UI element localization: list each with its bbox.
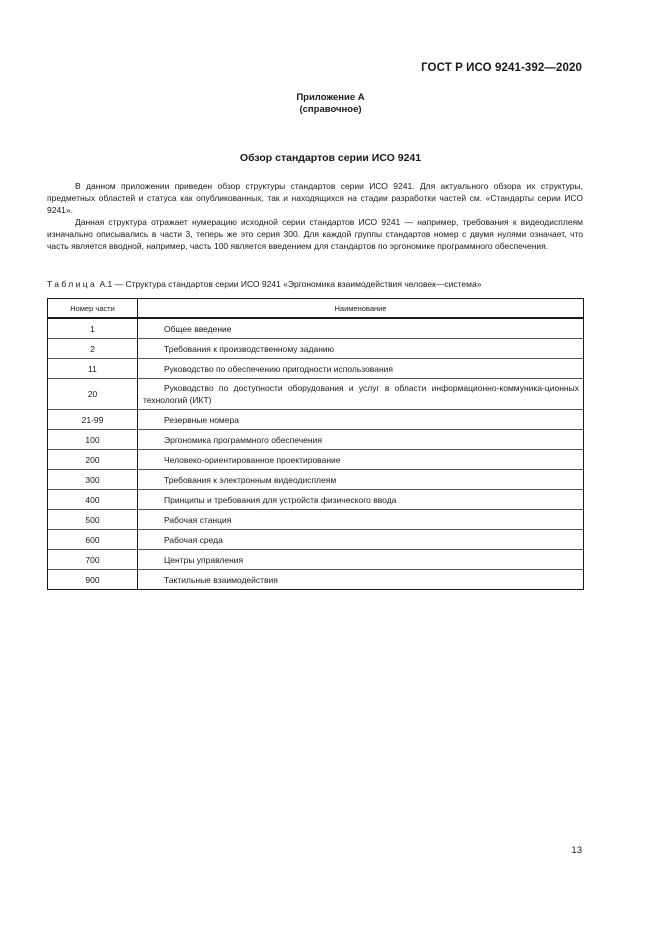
part-name-cell xyxy=(138,490,584,510)
part-name-text: Человеко-ориентированное проектирование xyxy=(164,454,341,465)
table-row xyxy=(48,410,584,430)
part-name-cell xyxy=(138,530,584,550)
table-body xyxy=(48,318,584,590)
page-number: 13 xyxy=(571,845,582,856)
table-row xyxy=(48,530,584,550)
part-name-text: Общее введение xyxy=(164,323,232,334)
table-header-row xyxy=(48,299,584,319)
body-text xyxy=(47,180,583,252)
part-name-text: Принципы и требования для устройств физического ввода xyxy=(164,494,397,505)
annex-heading xyxy=(0,92,661,116)
part-name-text: Центры управления xyxy=(164,554,244,565)
table-row xyxy=(48,339,584,359)
part-number-cell: 20 xyxy=(48,379,138,410)
part-number-cell: 900 xyxy=(48,570,138,590)
column-header-number: Номер части xyxy=(48,299,138,319)
table-row xyxy=(48,470,584,490)
part-number-cell: 500 xyxy=(48,510,138,530)
part-number-cell: 100 xyxy=(48,430,138,450)
table-caption xyxy=(47,278,583,290)
part-name-text: Эргономика программного обеспечения xyxy=(164,434,322,445)
part-number-cell: 2 xyxy=(48,339,138,359)
part-name-cell xyxy=(138,470,584,490)
part-number-cell: 1 xyxy=(48,318,138,339)
part-number-cell: 400 xyxy=(48,490,138,510)
table-caption-label: Таблица xyxy=(47,279,98,289)
table-caption-text: А.1 — Структура стандартов серии ИСО 9241 «Эргономика взаимодействия человек—система» xyxy=(97,279,482,289)
part-number-cell: 600 xyxy=(48,530,138,550)
table-row xyxy=(48,550,584,570)
table-row xyxy=(48,379,584,410)
annex-subtitle: (справочное) xyxy=(299,104,362,115)
part-name-cell xyxy=(138,430,584,450)
standard-code: ГОСТ Р ИСО 9241-392—2020 xyxy=(421,62,582,74)
part-name-cell xyxy=(138,550,584,570)
table-row xyxy=(48,430,584,450)
part-number-cell: 21-99 xyxy=(48,410,138,430)
part-name-text: Руководство по обеспечению пригодности использования xyxy=(164,363,394,374)
part-name-cell xyxy=(138,318,584,339)
part-name-cell xyxy=(138,379,584,410)
table-row xyxy=(48,570,584,590)
table-row xyxy=(48,318,584,339)
part-name-text: Требования к производственному заданию xyxy=(164,343,335,354)
part-name-text: Руководство по доступности оборудования и услуг в области информационно-коммуника-ционных технологий (ИКТ) xyxy=(143,383,579,405)
part-name-cell xyxy=(138,510,584,530)
part-number-cell: 200 xyxy=(48,450,138,470)
part-name-cell xyxy=(138,450,584,470)
part-number-cell: 700 xyxy=(48,550,138,570)
part-name-cell xyxy=(138,359,584,379)
part-name-text: Резервные номера xyxy=(164,414,239,425)
part-name-text: Тактильные взаимодействия xyxy=(164,574,278,585)
paragraph: Данная структура отражает нумерацию исходной серии стандартов ИСО 9241 — например, требования к видеодисплеям изначально описывались в части 3, теперь же это серия 300. Для каждой группы стандартов номер с двумя нулями означает, что часть является вводной, например, часть 100 является введением для стандартов по эргономике программного обеспечения. xyxy=(47,217,583,251)
part-name-text: Требования к электронным видеодисплеям xyxy=(164,474,337,485)
column-header-name: Наименование xyxy=(138,299,584,319)
part-number-cell: 11 xyxy=(48,359,138,379)
part-name-text: Рабочая станция xyxy=(164,514,232,525)
part-name-text: Рабочая среда xyxy=(164,534,223,545)
part-name-cell xyxy=(138,339,584,359)
table-row xyxy=(48,359,584,379)
part-name-cell xyxy=(138,410,584,430)
section-title: Обзор стандартов серии ИСО 9241 xyxy=(239,152,422,164)
annex-title: Приложение А xyxy=(296,92,365,103)
paragraph: В данном приложении приведен обзор структуры стандартов серии ИСО 9241. Для актуального обзора их структуры, предметных областей и статуса как опубликованных, так и находящихся на стадии разработки частей см. «Стандарты серии ИСО 9241». xyxy=(47,181,583,215)
table-row xyxy=(48,450,584,470)
part-name-cell xyxy=(138,570,584,590)
table-row xyxy=(48,510,584,530)
table-row xyxy=(48,490,584,510)
structure-table xyxy=(47,298,584,590)
part-number-cell: 300 xyxy=(48,470,138,490)
